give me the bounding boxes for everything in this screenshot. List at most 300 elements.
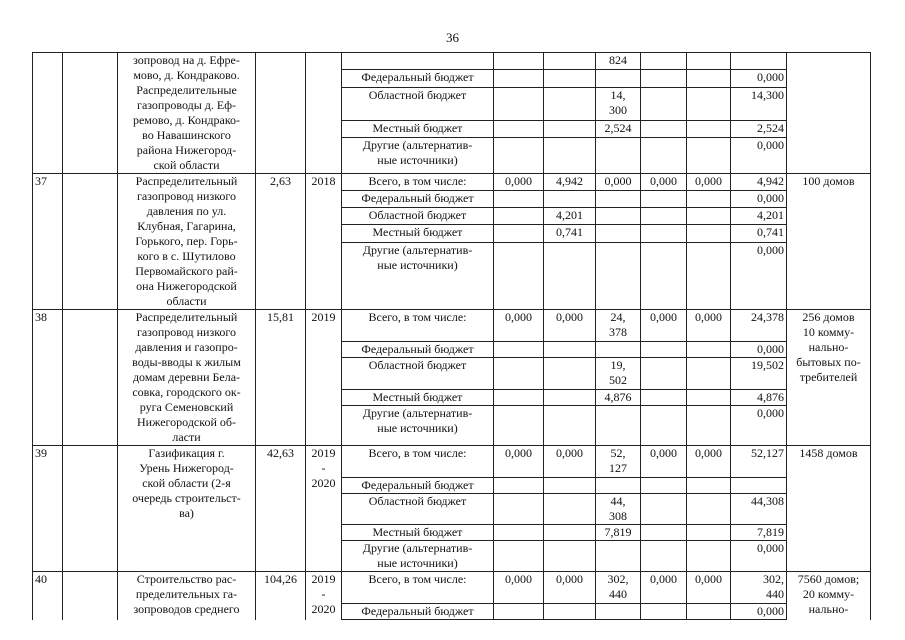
amount-col-2: 0,000 (544, 310, 596, 342)
construction-years-line: 2020 (311, 476, 336, 490)
amount-col-1 (494, 604, 544, 620)
amount-total (731, 541, 787, 572)
amount-col-2 (544, 121, 596, 138)
amount-col-2: 0,000 (544, 446, 596, 478)
expected-result-line: 1458 домов (799, 446, 858, 460)
amount-col-3-line: 44, (610, 494, 626, 508)
amount-col-3 (596, 191, 641, 208)
object-name-line: ской области (153, 158, 220, 172)
amount-col-3-line: 4,876 (604, 389, 632, 404)
object-name-line: совка, городского ок- (132, 385, 241, 399)
amount-col-3-line: 2,524 (604, 121, 632, 136)
amount-col-5 (687, 138, 731, 174)
amount-total-line: 0,000 (757, 191, 784, 206)
funding-source (342, 310, 494, 342)
object-name-line: во Навашинского (142, 128, 231, 142)
amount-col-3 (596, 87, 641, 120)
object-name-line: Урень Нижегород- (139, 461, 234, 475)
amount-total (731, 87, 787, 120)
amount-col-2 (544, 70, 596, 87)
amount-total (731, 572, 787, 604)
amount-col-5 (687, 478, 731, 494)
funding-source (342, 53, 494, 70)
object-name-line: очередь строительст- (132, 491, 241, 505)
table-row (33, 446, 871, 478)
funding-source-line: Федеральный бюджет (361, 478, 474, 492)
funding-source (342, 70, 494, 87)
funding-source-line: Другие (альтернатив- (362, 541, 473, 555)
amount-col-4 (641, 478, 687, 494)
amount-col-3 (596, 446, 641, 478)
gasification-program-table (32, 52, 871, 620)
amount-total-line: 0,741 (757, 225, 784, 240)
object-name (118, 572, 256, 620)
amount-col-3 (596, 494, 641, 525)
amount-col-2 (544, 242, 596, 310)
funding-source-line: ные источники) (377, 556, 458, 570)
funding-source (342, 541, 494, 572)
row-number: 40 (33, 572, 63, 620)
expected-result (787, 53, 871, 174)
amount-col-5 (687, 525, 731, 541)
amount-col-3 (596, 525, 641, 541)
funding-source (342, 242, 494, 310)
funding-source-line: ные источники) (377, 257, 458, 272)
amount-total-line: 19,502 (751, 358, 784, 373)
amount-col-4: 0,000 (641, 572, 687, 604)
amount-col-5 (687, 208, 731, 225)
object-name-line: домам деревни Бела- (132, 370, 241, 384)
amount-col-5 (687, 70, 731, 87)
amount-col-2 (544, 525, 596, 541)
amount-total-line: 0,000 (757, 405, 784, 420)
amount-col-3-line: 14, (610, 87, 626, 102)
amount-col-4 (641, 87, 687, 120)
amount-col-3 (596, 70, 641, 87)
amount-total (731, 525, 787, 541)
amount-col-3-line: 440 (609, 587, 627, 601)
amount-col-1 (494, 121, 544, 138)
amount-total-line: 14,300 (751, 87, 784, 102)
object-name-line: ской области (2-я (142, 476, 231, 490)
amount-col-3 (596, 310, 641, 342)
amount-col-3-line: 7,819 (604, 525, 632, 539)
funding-source-line: Другие (альтернатив- (362, 138, 473, 153)
amount-total-line: 302, (763, 572, 784, 586)
amount-col-3-line: 127 (609, 461, 627, 475)
amount-total (731, 138, 787, 174)
funding-source-line: Областной бюджет (368, 494, 467, 508)
amount-total-line: 0,000 (757, 70, 784, 85)
amount-total (731, 604, 787, 620)
amount-col-1 (494, 242, 544, 310)
amount-col-2 (544, 191, 596, 208)
amount-total (731, 342, 787, 358)
amount-total-line: 52,127 (751, 446, 784, 460)
amount-total-line: 24,378 (751, 310, 784, 324)
table-body (33, 53, 871, 620)
amount-col-3-line: 300 (609, 102, 627, 117)
amount-col-3-line: 19, (610, 358, 626, 373)
object-name-line: руга Семеновский (139, 400, 234, 414)
amount-total (731, 358, 787, 389)
pipeline-length: 42,63 (256, 446, 306, 572)
object-name-line: давления и газопро- (135, 340, 238, 354)
object-name-line: Распределительный (135, 310, 238, 324)
amount-col-1: 0,000 (494, 572, 544, 604)
blank-column (63, 446, 118, 572)
amount-total-line: 0,000 (757, 342, 784, 357)
amount-col-3-line: 824 (609, 53, 627, 67)
table-row (33, 310, 871, 342)
amount-col-3 (596, 389, 641, 405)
amount-col-5: 0,000 (687, 572, 731, 604)
amount-col-2: 4,201 (544, 208, 596, 225)
object-name-line: зопровод на д. Ефре- (133, 53, 240, 67)
funding-source (342, 525, 494, 541)
funding-source (342, 494, 494, 525)
amount-col-5 (687, 405, 731, 445)
funding-source-line: Местный бюджет (372, 121, 463, 136)
object-name-line: газопроводы д. Еф- (137, 98, 236, 112)
funding-source-line: Местный бюджет (372, 225, 463, 240)
construction-years-line: - (321, 587, 326, 601)
object-name-line: Первомайского рай- (135, 264, 238, 278)
amount-total-line: 0,000 (757, 604, 784, 618)
construction-years-line: 2019 (311, 310, 336, 324)
blank-column (63, 174, 118, 310)
amount-col-2 (544, 53, 596, 70)
blank-column (63, 310, 118, 446)
object-name-line: области (166, 294, 207, 308)
amount-col-3-line: 52, (610, 446, 626, 460)
object-name-line: воды-вводы к жилым (132, 355, 241, 369)
amount-total-line: 0,000 (757, 242, 784, 257)
amount-col-5 (687, 242, 731, 310)
object-name (118, 446, 256, 572)
amount-col-2 (544, 405, 596, 445)
amount-col-3 (596, 174, 641, 191)
amount-col-1 (494, 389, 544, 405)
amount-col-3 (596, 358, 641, 389)
amount-total (731, 310, 787, 342)
amount-col-2: 0,000 (544, 572, 596, 604)
object-name-line: кого в с. Шутилово (137, 249, 236, 263)
amount-col-4 (641, 494, 687, 525)
funding-source (342, 342, 494, 358)
amount-total-line: 44,308 (751, 494, 784, 508)
object-name-line: Горького, пер. Горь- (135, 234, 238, 248)
expected-result-line: 256 домов (802, 310, 855, 324)
amount-col-3 (596, 604, 641, 620)
object-name (118, 53, 256, 174)
expected-result (787, 174, 871, 310)
amount-total (731, 174, 787, 191)
table-row (33, 53, 871, 70)
funding-source-line: Всего, в том числе: (368, 446, 467, 460)
amount-col-1 (494, 494, 544, 525)
funding-source (342, 138, 494, 174)
amount-col-1 (494, 138, 544, 174)
expected-result-line: 100 домов (802, 174, 855, 188)
funding-source (342, 121, 494, 138)
expected-result (787, 572, 871, 620)
amount-col-5 (687, 604, 731, 620)
amount-col-4 (641, 191, 687, 208)
amount-total (731, 446, 787, 478)
expected-result-line: 20 комму- (802, 587, 855, 601)
amount-total (731, 225, 787, 242)
amount-col-5 (687, 225, 731, 242)
construction-years (306, 572, 342, 620)
amount-col-1 (494, 525, 544, 541)
funding-source-line: Федеральный бюджет (361, 604, 474, 618)
amount-total (731, 242, 787, 310)
object-name-line: давления по ул. (146, 204, 227, 218)
amount-col-3-line: 308 (609, 509, 627, 523)
amount-total-line: 0,000 (757, 541, 784, 555)
object-name-line: Нижегородской об- (137, 415, 236, 429)
row-number (33, 53, 63, 174)
amount-col-4 (641, 525, 687, 541)
amount-col-5 (687, 53, 731, 70)
object-name-line: она Нижегородской (136, 279, 237, 293)
funding-source (342, 604, 494, 620)
amount-col-1 (494, 70, 544, 87)
object-name-line: Строительство рас- (136, 572, 237, 586)
funding-source (342, 225, 494, 242)
amount-col-5 (687, 358, 731, 389)
amount-col-2 (544, 87, 596, 120)
amount-col-4 (641, 121, 687, 138)
amount-col-3 (596, 242, 641, 310)
funding-source (342, 478, 494, 494)
object-name-line: Клубная, Гагарина, (137, 219, 236, 233)
amount-col-5 (687, 389, 731, 405)
amount-total-line: 4,876 (757, 389, 784, 404)
object-name-line: Газификация г. (148, 446, 225, 460)
blank-column (63, 572, 118, 620)
amount-col-4 (641, 242, 687, 310)
expected-result (787, 446, 871, 572)
amount-col-4: 0,000 (641, 446, 687, 478)
funding-source-line: Всего, в том числе: (368, 310, 467, 324)
amount-total-line: 0,000 (757, 138, 784, 153)
amount-col-1 (494, 478, 544, 494)
pipeline-length: 104,26 (256, 572, 306, 620)
funding-source-line: Областной бюджет (368, 208, 467, 223)
amount-col-2 (544, 541, 596, 572)
amount-col-4 (641, 138, 687, 174)
object-name-line: ремово, д. Кондрако- (132, 113, 241, 127)
expected-result-line: требителей (799, 370, 858, 384)
amount-total (731, 405, 787, 445)
table-row (33, 174, 871, 191)
amount-col-3 (596, 138, 641, 174)
amount-col-5 (687, 191, 731, 208)
amount-col-4 (641, 358, 687, 389)
object-name-line: ва) (179, 506, 194, 520)
funding-source (342, 358, 494, 389)
funding-source-line: Федеральный бюджет (361, 70, 474, 85)
object-name-line: газопровод низкого (136, 189, 237, 203)
amount-col-2 (544, 342, 596, 358)
funding-source (342, 405, 494, 445)
construction-years-line: 2019 (311, 572, 336, 586)
expected-result (787, 310, 871, 446)
construction-years (306, 310, 342, 446)
amount-total (731, 121, 787, 138)
amount-col-3 (596, 342, 641, 358)
amount-col-2: 4,942 (544, 174, 596, 191)
amount-total-line: 2,524 (757, 121, 784, 136)
amount-total-line: 4,201 (757, 208, 784, 223)
amount-col-4 (641, 225, 687, 242)
amount-col-2 (544, 478, 596, 494)
funding-source-line: Федеральный бюджет (361, 342, 474, 357)
funding-source (342, 208, 494, 225)
amount-col-1 (494, 358, 544, 389)
amount-col-2 (544, 389, 596, 405)
object-name-line: пределительных га- (135, 587, 238, 601)
amount-total-line: 440 (766, 587, 784, 601)
amount-col-3 (596, 225, 641, 242)
object-name-line: газопровод низкого (136, 325, 237, 339)
amount-total (731, 478, 787, 494)
funding-source-line: Областной бюджет (368, 358, 467, 373)
expected-result-line: нально- (808, 602, 849, 616)
amount-col-3 (596, 208, 641, 225)
funding-source-line: Местный бюджет (372, 525, 463, 539)
row-number: 37 (33, 174, 63, 310)
amount-col-4: 0,000 (641, 174, 687, 191)
object-name-line: мово, д. Кондраково. (133, 68, 240, 82)
amount-col-1 (494, 191, 544, 208)
amount-col-1 (494, 405, 544, 445)
expected-result-line: бытовых по- (796, 355, 861, 369)
object-name-line: зопроводов среднего (133, 602, 240, 616)
funding-source-line: ные источники) (377, 420, 458, 435)
construction-years (306, 446, 342, 572)
construction-years-line: 2019 (311, 446, 336, 460)
amount-col-2 (544, 604, 596, 620)
expected-result-line: нально- (808, 340, 849, 354)
funding-source-line: Другие (альтернатив- (362, 405, 473, 420)
page-number: 36 (446, 30, 459, 45)
amount-total (731, 208, 787, 225)
funding-source (342, 572, 494, 604)
construction-years-line: - (321, 461, 326, 475)
amount-col-3 (596, 53, 641, 70)
expected-result-line: 10 комму- (802, 325, 855, 339)
amount-col-3 (596, 121, 641, 138)
amount-col-3 (596, 541, 641, 572)
amount-col-5: 0,000 (687, 446, 731, 478)
funding-source-line: Местный бюджет (372, 389, 463, 404)
amount-col-1 (494, 342, 544, 358)
amount-col-4 (641, 208, 687, 225)
funding-source (342, 87, 494, 120)
amount-col-3-line: 0,000 (604, 174, 632, 188)
amount-col-1 (494, 53, 544, 70)
amount-col-4 (641, 342, 687, 358)
amount-col-4 (641, 389, 687, 405)
object-name (118, 310, 256, 446)
amount-col-4 (641, 70, 687, 87)
amount-col-4 (641, 541, 687, 572)
amount-total-line: 7,819 (757, 525, 784, 539)
construction-years-line: 2018 (311, 174, 336, 188)
amount-col-5 (687, 494, 731, 525)
row-number: 38 (33, 310, 63, 446)
funding-source-line: Областной бюджет (368, 87, 467, 102)
amount-col-2 (544, 494, 596, 525)
amount-col-3-line: 24, (610, 310, 626, 324)
blank-column (63, 53, 118, 174)
construction-years (306, 174, 342, 310)
amount-col-3-line: 502 (609, 373, 627, 388)
funding-source-line: Другие (альтернатив- (362, 242, 473, 257)
amount-col-1 (494, 541, 544, 572)
funding-source-line: ные источники) (377, 153, 458, 168)
amount-col-2: 0,741 (544, 225, 596, 242)
funding-source-line: Всего, в том числе: (368, 572, 467, 586)
amount-col-3-line: 378 (609, 325, 627, 339)
amount-col-3 (596, 572, 641, 604)
funding-source (342, 174, 494, 191)
amount-col-5 (687, 121, 731, 138)
amount-total-line: 4,942 (757, 174, 784, 188)
amount-col-4 (641, 53, 687, 70)
funding-source (342, 446, 494, 478)
amount-col-1 (494, 225, 544, 242)
funding-source (342, 191, 494, 208)
object-name-line: ласти (172, 430, 201, 444)
row-number: 39 (33, 446, 63, 572)
amount-total (731, 191, 787, 208)
amount-col-5 (687, 87, 731, 120)
amount-col-5: 0,000 (687, 310, 731, 342)
amount-col-2 (544, 358, 596, 389)
construction-years-line: 2020 (311, 602, 336, 616)
amount-col-1: 0,000 (494, 446, 544, 478)
object-name (118, 174, 256, 310)
amount-col-3 (596, 478, 641, 494)
amount-total (731, 494, 787, 525)
amount-col-5: 0,000 (687, 174, 731, 191)
amount-col-3 (596, 405, 641, 445)
amount-col-3-line: 302, (607, 572, 629, 586)
amount-total (731, 389, 787, 405)
table-row (33, 572, 871, 604)
amount-col-4: 0,000 (641, 310, 687, 342)
pipeline-length: 15,81 (256, 310, 306, 446)
object-name-line: Распределительные (136, 83, 237, 97)
amount-col-1: 0,000 (494, 310, 544, 342)
construction-years (306, 53, 342, 174)
amount-col-2 (544, 138, 596, 174)
amount-col-5 (687, 342, 731, 358)
object-name-line: района Нижегород- (136, 143, 237, 157)
amount-col-1 (494, 87, 544, 120)
funding-source (342, 389, 494, 405)
pipeline-length (256, 53, 306, 174)
amount-col-1: 0,000 (494, 174, 544, 191)
object-name-line: Распределительный (135, 174, 238, 188)
expected-result-line: 7560 домов; (797, 572, 860, 586)
amount-col-4 (641, 405, 687, 445)
pipeline-length: 2,63 (256, 174, 306, 310)
